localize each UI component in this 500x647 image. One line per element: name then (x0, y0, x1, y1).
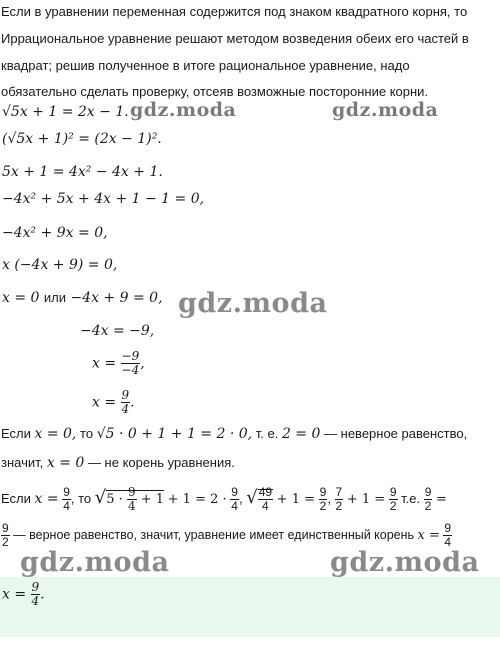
sqrt-icon: √ (246, 487, 258, 508)
step-7-left: x = 0 (2, 290, 40, 306)
step-3: 5x + 1 = 4x² − 4x + 1. (2, 164, 163, 180)
frac-den: 2 (2, 535, 9, 549)
watermark-2: gdz.moda (332, 99, 439, 121)
step-2: (√5x + 1)² = (2x − 1)². (2, 131, 162, 147)
check-2-radicand-2 (258, 485, 273, 514)
check-1-line-1 (1, 426, 467, 442)
step-1: √5x + 1 = 2x − 1. (2, 104, 129, 120)
step-9-num: −9 (121, 349, 140, 363)
answer-highlight (0, 577, 500, 637)
frac-num: 7 (335, 485, 343, 500)
frac-den: 4 (262, 499, 269, 514)
step-6: x (−4x + 9) = 0, (2, 257, 118, 273)
check-2-frac-1 (62, 486, 71, 513)
intro-line-3: квадрат; решив полученное в итоге рациональное уравнение, надо (1, 58, 410, 73)
frac-num: 9 (127, 485, 136, 499)
check-2-frac-8 (443, 522, 452, 549)
step-10-end: . (130, 394, 135, 411)
step-8: −4x = −9, (80, 323, 155, 339)
answer-end: . (40, 586, 45, 603)
check-2-true: — верное равенство, значит, уравнение имеет единственный корень (13, 527, 415, 542)
check-2-plus-2: + 1 = (346, 492, 386, 507)
check-2-if: Если (1, 491, 31, 506)
frac-num: 49 (258, 485, 273, 500)
check-1-if: Если (1, 426, 31, 441)
sqrt-icon: √ (94, 487, 107, 508)
step-10-lhs: x = (92, 394, 117, 411)
check-2-radicand: 5 · $\frac{9}{4}$ + 1 (106, 485, 165, 513)
step-5: −4x² + 9x = 0, (2, 225, 108, 241)
check-1-ie: т. е. (255, 426, 279, 441)
step-10-fraction (121, 389, 131, 416)
check-2-ie: т.е. (401, 491, 421, 506)
check-1-not-root: — не корень уравнения. (87, 455, 235, 470)
step-9-lhs: x = (92, 355, 117, 372)
check-2-line-1: Если x = $\frac{9}{4}$ , то √5 · $\frac{9}{4}$ + 1 + 1 = 2 · $\frac{9}{4}$ , √ $\frac{49}{4}$ + 1 = $\frac{9}{2}$ , $\frac{7}{2}$ + 1 = $\frac{9}{2}$ т.е. $\frac{9}{2}$ = (1, 485, 447, 514)
check-1-then: то (80, 426, 94, 441)
watermark-4: gdz.moda (20, 547, 170, 578)
check-2-x-final: x = (417, 527, 440, 543)
step-7-right: −4x + 9 = 0, (70, 290, 163, 306)
frac-num: 9 (319, 485, 327, 500)
answer-lhs: x = (2, 586, 27, 603)
check-1-false: — неверное равенство, (324, 426, 468, 441)
check-1-line-2 (1, 455, 235, 471)
step-10-num: 9 (121, 388, 130, 402)
frac-num: 9 (63, 485, 70, 500)
check-2-then: то (78, 491, 92, 506)
check-1-eq: 2 = 0 (281, 426, 321, 442)
watermark-5: gdz.moda (330, 547, 480, 578)
frac-den: 2 (389, 499, 397, 514)
frac-den: 2 (335, 499, 343, 514)
frac-den: 4 (63, 499, 70, 514)
intro-line-4: обязательно сделать проверку, отсеяв возможные посторонние корни. (1, 84, 429, 99)
check-2-frac-3 (319, 486, 328, 513)
watermark-3: gdz.moda (178, 288, 328, 319)
frac-num: 9 (231, 485, 238, 500)
frac-num: 9 (444, 521, 452, 535)
step-9-fraction (121, 350, 141, 377)
step-7 (2, 289, 163, 307)
check-2-frac-7 (1, 522, 10, 549)
watermark-1: gdz.moda (130, 99, 237, 121)
frac-num: 9 (424, 485, 432, 500)
check-2-rest: + 1 = 2 · (167, 492, 227, 507)
answer-num: 9 (31, 580, 40, 594)
frac-num: 9 (2, 521, 9, 535)
step-10 (92, 389, 135, 416)
intro-line-2: Иррациональное уравнение решают методом возведения обеих его частей в (1, 31, 469, 46)
step-9-end: , (140, 355, 145, 372)
frac-den: 4 (231, 499, 238, 514)
check-1-x: x = 0, (34, 426, 77, 442)
frac-den: 4 (127, 499, 136, 513)
step-4: −4x² + 5x + 4x + 1 − 1 = 0, (2, 191, 205, 207)
frac-den: 4 (444, 535, 452, 549)
step-10-den: 4 (121, 402, 130, 416)
step-7-or: или (43, 290, 66, 305)
intro-line-1: Если в уравнении переменная содержится под знаком квадратного корня, то (1, 4, 468, 19)
check-2-x: x = (34, 491, 59, 507)
step-9-den: −4 (121, 363, 140, 377)
check-2-frac-2 (230, 486, 239, 513)
check-2-frac-6 (424, 486, 433, 513)
answer (2, 581, 45, 608)
check-1-x0: x = 0 (46, 455, 85, 471)
step-9 (92, 350, 145, 377)
answer-den: 4 (31, 594, 40, 608)
frac-den: 2 (424, 499, 432, 514)
check-1-so: значит, (1, 455, 44, 470)
check-1-expr: √5 · 0 + 1 + 1 = 2 · 0, (96, 426, 253, 442)
check-2-plus: + 1 = (276, 492, 315, 507)
check-2-frac-5 (389, 486, 398, 513)
check-2-frac-4 (335, 486, 344, 513)
frac-den: 2 (319, 499, 327, 514)
answer-fraction (31, 581, 41, 608)
check-2-line-2 (1, 522, 452, 549)
check-2-eq: = (436, 492, 447, 507)
frac-num: 9 (389, 485, 397, 500)
